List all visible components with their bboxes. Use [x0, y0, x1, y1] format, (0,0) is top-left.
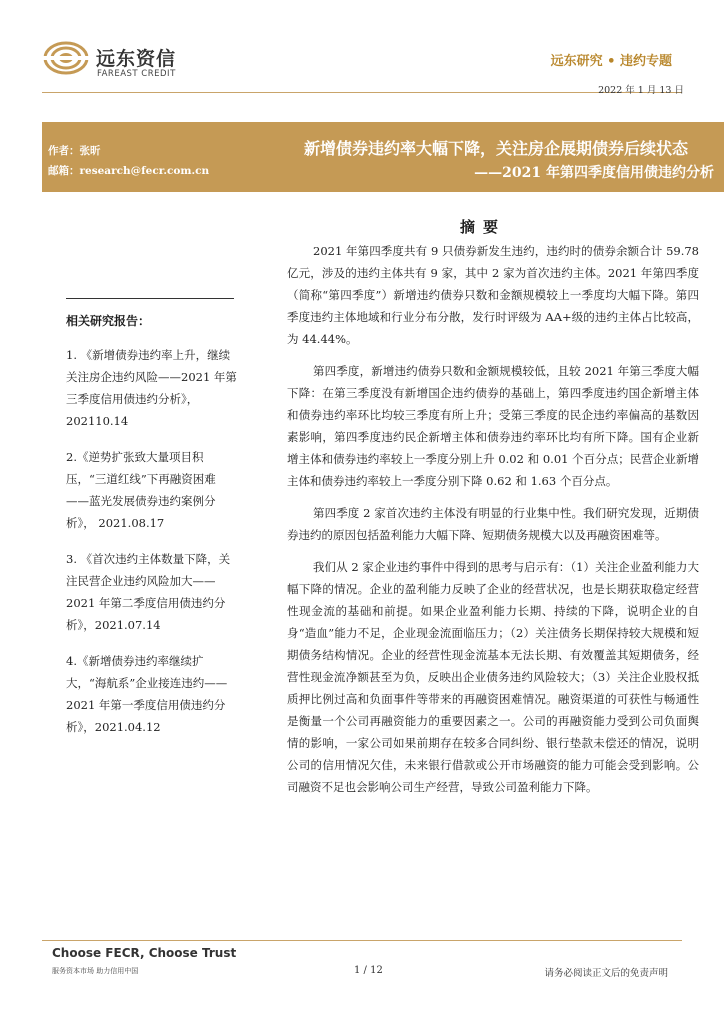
footer-slogan-en: Choose FECR, Choose Trust [52, 946, 237, 960]
related-reports-list [66, 344, 238, 752]
header-divider [42, 92, 682, 93]
disclaimer-note: 请务必阅读正文后的免责声明 [544, 968, 668, 979]
summary-paragraph: 第四季度，新增违约债券只数和金额规模较低，且较 2021 年第三季度大幅下降：在第三季度没有新增国企违约债券的基础上，第四季度违约国企新增主体和债券违约率环比均较三季度有所上升；受第三季度的民企违约率偏高的基数因素影响，第四季度违约民企新增主体和债券违约率环比均有所下降。国有企业新增主体和债券违约率较上一季度分别上升 0.02 和 0.01 个百分点；民营企业新增主体和债券违约率较上一季度分别下降 0.62 和 1.63 个百分点。 [287, 364, 699, 488]
summary-paragraph: 我们从 2 家企业违约事件中得到的思考与启示有：（1）关注企业盈利能力大幅下降的情况。企业的盈利能力反映了企业的经营状况，也是长期获取稳定经营性现金流的基础和前提。如果企业盈利能力长期、持续的下降，说明企业的自身“造血”能力不足，企业现金流面临压力；（2）关注债务长期保持较大规模和短期债务结构情况。企业的经营性现金流基本无法长期、有效覆盖其短期债务，经营性现金流净额甚至为负，反映出企业债务违约风险较大；（3）关注企业股权抵质押比例过高和负面事件等带来的再融资困难情况。融资渠道的可获性与畅通性是衡量一个公司再融资能力的重要因素之一。公司的再融资能力受到公司负面舆情的影响，一家公司如果前期存在较多合同纠纷、银行垫款未偿还的情况，说明公司的信用情况欠佳，未来银行借款或公开市场融资的能力可能会受到影响。公司融资不足也会影响公司生产经营，导致公司盈利能力下降。 [287, 560, 699, 794]
page-number: 1 / 12 [354, 965, 383, 976]
summary-paragraph: 第四季度 2 家首次违约主体没有明显的行业集中性。我们研究发现，近期债券违约的原因包括盈利能力大幅下降、短期债务规模大以及再融资困难等。 [287, 506, 699, 542]
list-item: 4.《新增债券违约率继续扩大，“海航系”企业接连违约——2021 年第一季度信用债违约分析》，2021.04.12 [66, 654, 228, 734]
fareast-credit-logo [42, 38, 90, 78]
sidebar-divider [66, 298, 234, 299]
footer-divider [42, 940, 682, 941]
brand-name-en: FAREAST CREDIT [97, 69, 176, 79]
report-date: 2022 年 1 月 13 日 [598, 85, 684, 96]
list-item: 1. 《新增债券违约率上升，继续关注房企违约风险——2021 年第三季度信用债违约分析》， 202110.14 [66, 348, 237, 428]
summary-heading: 摘要 [460, 218, 507, 236]
summary-body [287, 240, 699, 808]
summary-paragraph: 2021 年第四季度共有 9 只债券新发生违约，违约时的债券余额合计 59.78 亿元，涉及的违约主体共有 9 家，其中 2 家为首次违约主体。2021 年第四季度（简称“第四季度”）新增违约债券只数和金额规模较上一季度均大幅下降。第四季度违约主体地域和行业分布分散，发行时评级为 AA+级的违约主体占比较高，为 44.44%。 [287, 244, 699, 346]
report-subtitle: ——2021 年第四季度信用债违约分析 [474, 165, 714, 181]
report-series: 远东研究 • 违约专题 [550, 54, 672, 69]
report-title: 新增债券违约率大幅下降，关注房企展期债券后续状态 [303, 139, 688, 158]
author-email: 邮箱：research@fecr.com.cn [48, 165, 210, 177]
list-item: 2.《逆势扩张致大量项目积压，“三道红线”下再融资困难——蓝光发展债券违约案例分析》， 2021.08.17 [66, 450, 216, 530]
author: 作者：张昕 [48, 145, 101, 157]
brand-name-cn: 远东资信 [96, 48, 177, 70]
related-reports-heading: 相关研究报告： [66, 314, 151, 328]
footer-slogan-cn: 服务资本市场 助力信用中国 [52, 967, 139, 975]
list-item: 3. 《首次违约主体数量下降，关注民营企业违约风险加大——2021 年第二季度信用债违约分析》，2021.07.14 [66, 552, 231, 632]
